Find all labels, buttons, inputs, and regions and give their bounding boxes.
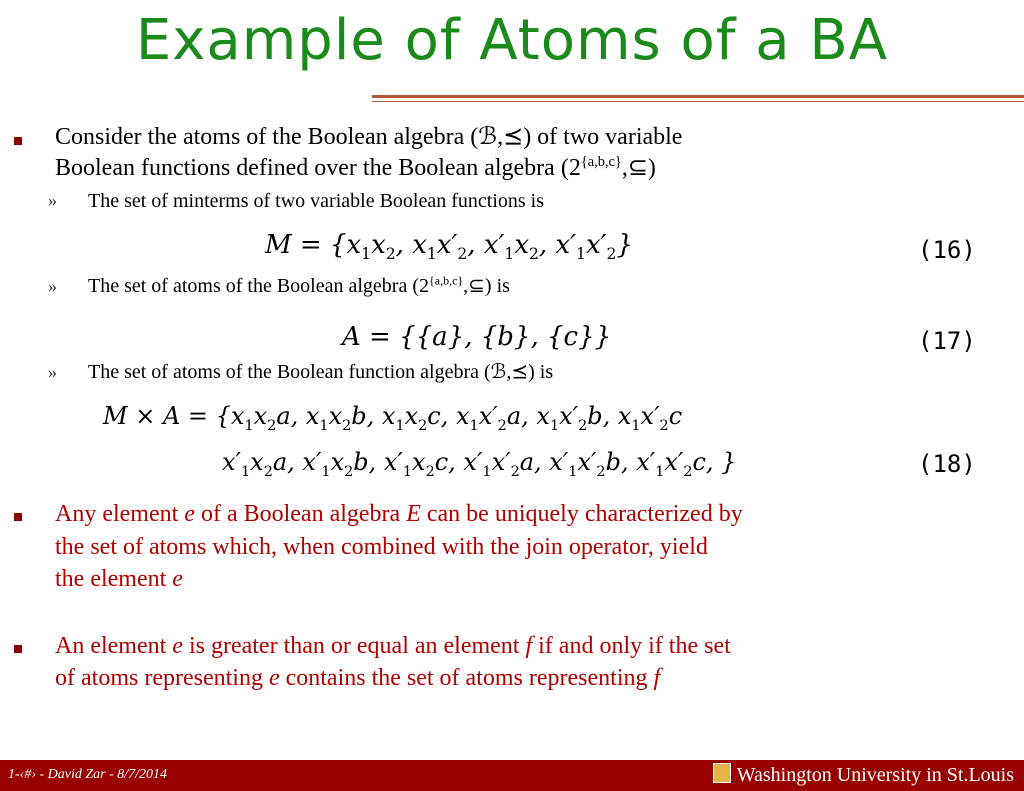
university-logo xyxy=(713,763,1014,787)
bullet1-line2: Boolean functions defined over the Boolean algebra $(2^{\{a,b,c\}},⊆)$ xyxy=(55,154,656,181)
title-rule-thin xyxy=(372,101,1024,102)
university-name: Washington University in St.Louis xyxy=(736,764,1014,786)
bullet-marker xyxy=(14,513,22,521)
footer-slide-info: 1-‹#› - David Zar - 8/7/2014 xyxy=(8,767,168,782)
footer-bar xyxy=(0,760,1024,791)
equation-18-line1: $M \times A = \{x_1x_2a$, $x_1x_2b$, $x_1x_2c$, $x_1x'_2a$, $x_1x'_2b$, $x_1x'_2c$ xyxy=(103,402,683,434)
shield-icon xyxy=(713,763,731,783)
sub3-text: The set of atoms of the Boolean function algebra (ℬ,⪯) is xyxy=(88,361,554,383)
equation-17: A = {{a}, {b}, {c}} xyxy=(342,322,612,352)
equation-17-label: (17) xyxy=(918,327,976,355)
sub2-text: The set of atoms of the Boolean algebra $(2^{\{a,b,c\}},⊆)$ is xyxy=(88,273,510,297)
bullet1-line1: Consider the atoms of the Boolean algebra (ℬ,⪯) of two variable xyxy=(55,124,683,150)
bullet2-line1: Any element e of a Boolean algebra E can be uniquely characterized by xyxy=(55,501,743,527)
equation-18-label: (18) xyxy=(918,450,976,478)
equation-18-line2: $x'_1x_2a$, $x'_1x_2b$, $x'_1x_2c$, $x'_1x'_2a$, $x'_1x'_2b$, $x'_1x'_2c$, } xyxy=(222,448,737,480)
sub-bullet-marker: » xyxy=(48,190,57,210)
slide-title: Example of Atoms of a BA xyxy=(135,8,889,73)
sub-bullet-marker: » xyxy=(48,276,57,296)
bullet3-line2: of atoms representing e contains the set of atoms representing f xyxy=(55,665,661,691)
sub1-text: The set of minterms of two variable Boolean functions is xyxy=(88,190,545,212)
equation-16-label: (16) xyxy=(918,236,976,264)
bullet2-line3: the element e xyxy=(55,566,183,592)
bullet3-line1: An element e is greater than or equal an element f if and only if the set xyxy=(55,633,731,659)
sub-bullet-marker: » xyxy=(48,362,57,382)
bullet2-line2: the set of atoms which, when combined with the join operator, yield xyxy=(55,534,708,560)
title-rule xyxy=(372,95,1024,98)
bullet-marker xyxy=(14,137,22,145)
equation-16: $M = \{x_1x_2$, $x_1x'_2$, $x'_1x_2$, $x'_1x'_2$} xyxy=(265,230,633,264)
bullet-marker xyxy=(14,645,22,653)
